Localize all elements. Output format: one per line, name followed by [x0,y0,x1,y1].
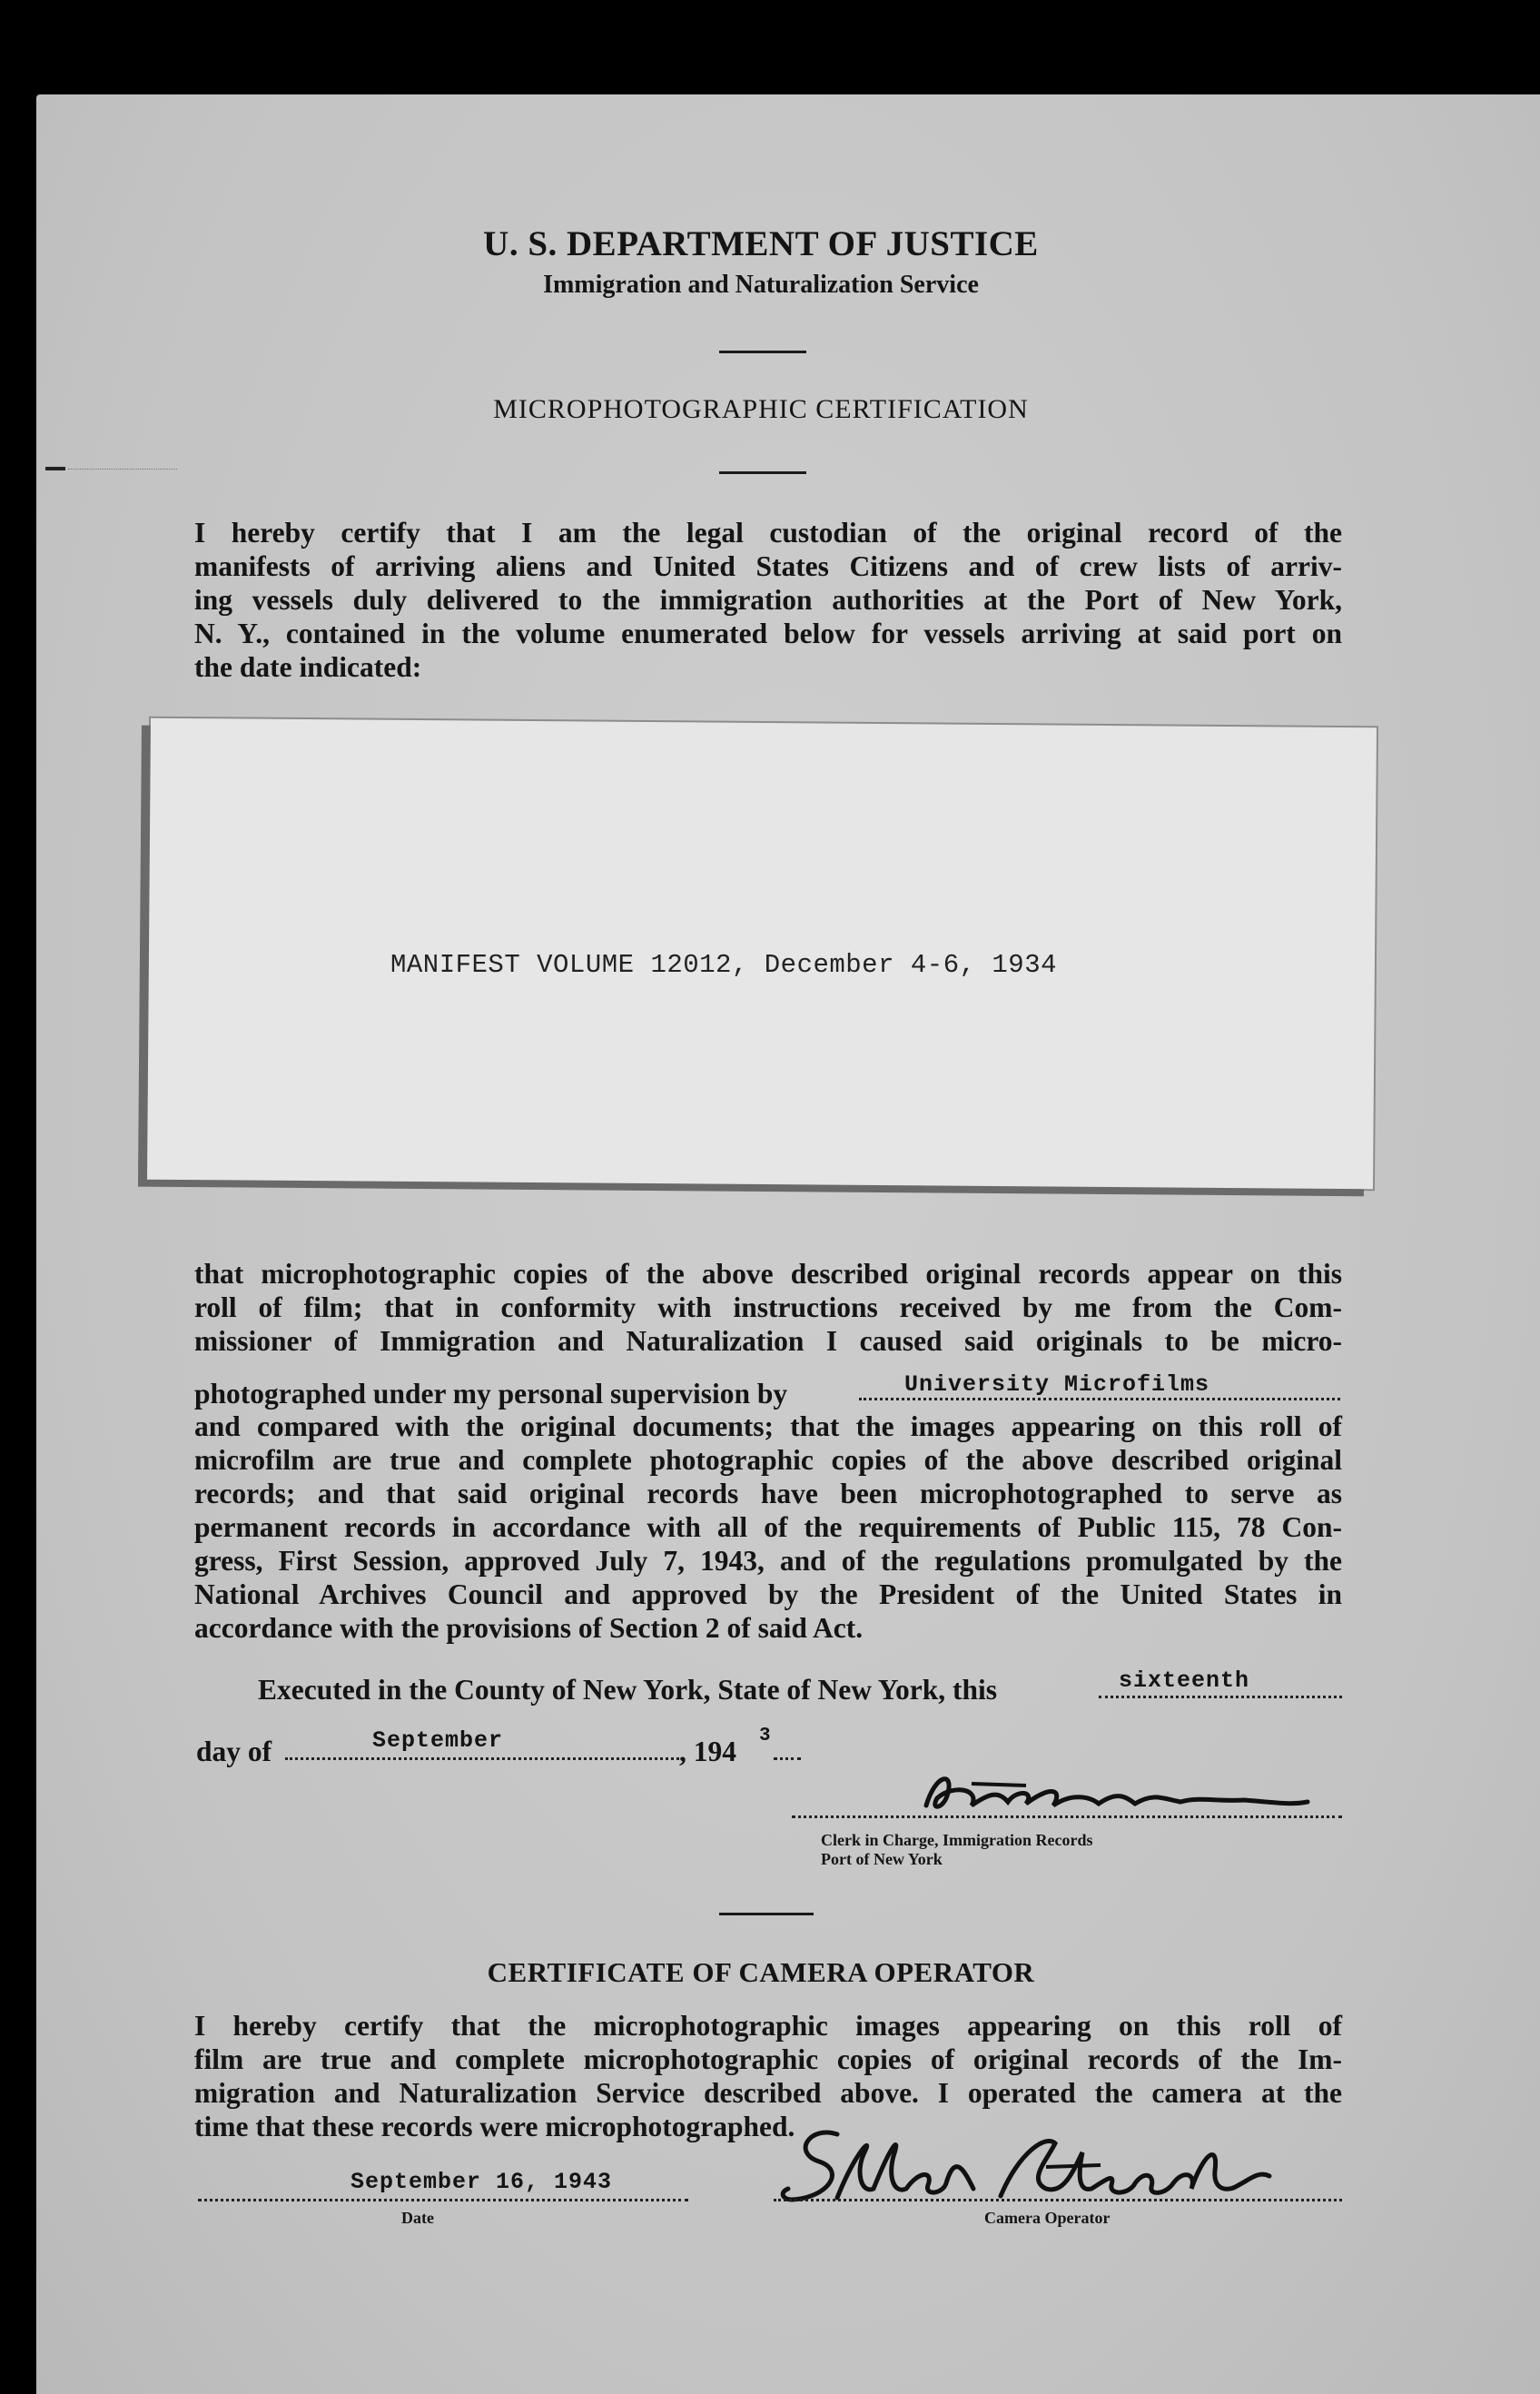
camera-operator-label: Camera Operator [984,2209,1111,2227]
month-dots [285,1756,685,1760]
edge-mark-trail [68,469,177,470]
intro-paragraph [194,516,1342,684]
body-line: roll of film; that in conformity with instructions received by me from the Com- [194,1291,1342,1323]
intro-line: manifests of arriving aliens and United States Citizens and of crew lists of arriv- [194,550,1342,582]
intro-line: N. Y., contained in the volume enumerated below for vessels arriving at said port on [194,618,1342,649]
executed-day: sixteenth [1119,1667,1250,1694]
clerk-title: Clerk in Charge, Immigration Records [821,1831,1093,1849]
body-line: missioner of Immigration and Naturalization I caused said originals to be micro- [194,1325,1342,1357]
year-dots [774,1756,801,1760]
supervision-value: University Microfilms [904,1371,1210,1398]
intro-line: ing vessels duly delivered to the immigration authorities at the Port of New York, [194,584,1342,616]
body-paragraph-a [194,1257,1342,1358]
executed-dots [1099,1695,1342,1698]
date-value: September 16, 1943 [350,2169,613,2195]
year-prefix: , 194 [679,1736,736,1767]
body-line: records; and that said original records have been microphotographed to serve as [194,1478,1342,1509]
clerk-signature-line [792,1815,1342,1818]
executed-prefix: Executed in the County of New York, State of New York, this [258,1674,998,1706]
clerk-label [821,1831,1092,1869]
camera-operator-line [774,2198,1342,2201]
edge-mark [45,467,65,470]
day-of-prefix: day of [196,1736,272,1767]
camera-certificate-title: CERTIFICATE OF CAMERA OPERATOR [487,1956,1035,1988]
body-paragraph-b [194,1410,1342,1645]
body-line: that microphotographic copies of the above described original records appear on this [194,1258,1342,1290]
body-line: microfilm are true and complete photographic copies of the above described original [194,1444,1342,1476]
department-heading: U. S. DEPARTMENT OF JUSTICE [483,224,1039,263]
month-value: September [372,1727,504,1754]
date-dots [198,2198,688,2201]
executed-line [258,1673,997,1706]
body-line: gress, First Session, approved July 7, 1943, and of the regulations promulgated by the [194,1545,1342,1577]
date-label: Date [401,2209,434,2227]
manifest-volume-text: MANIFEST VOLUME 12012, December 4-6, 1934 [390,950,1058,980]
title-divider [719,471,806,474]
year-digit: 3 [759,1726,772,1746]
certification-title: MICROPHOTOGRAPHIC CERTIFICATION [493,394,1029,424]
body-line: National Archives Council and approved by the President of the United States in [194,1578,1342,1610]
intro-line: the date indicated: [194,651,422,683]
camera-line: time that these records were microphotographed. [194,2111,795,2142]
header-divider [719,351,806,353]
supervision-prefix: photographed under my personal supervision by [194,1378,788,1410]
intro-line: I hereby certify that I am the legal custodian of the original record of the [194,517,1342,549]
camera-line: film are true and complete microphotographic copies of original records of the Im- [194,2043,1342,2075]
camera-line: I hereby certify that the microphotographic images appearing on this roll of [194,2010,1342,2042]
camera-line: migration and Naturalization Service described above. I operated the camera at the [194,2077,1342,2109]
service-subheading: Immigration and Naturalization Service [543,271,979,299]
body-line: accordance with the provisions of Section 2 of said Act. [194,1612,864,1644]
body-line: and compared with the original documents; that the images appearing on this roll of [194,1410,1342,1442]
section-divider [719,1913,814,1915]
clerk-port: Port of New York [821,1850,943,1868]
clerk-signature [917,1766,1317,1820]
body-line: permanent records in accordance with all of the requirements of Public 115, 78 Con- [194,1511,1342,1543]
